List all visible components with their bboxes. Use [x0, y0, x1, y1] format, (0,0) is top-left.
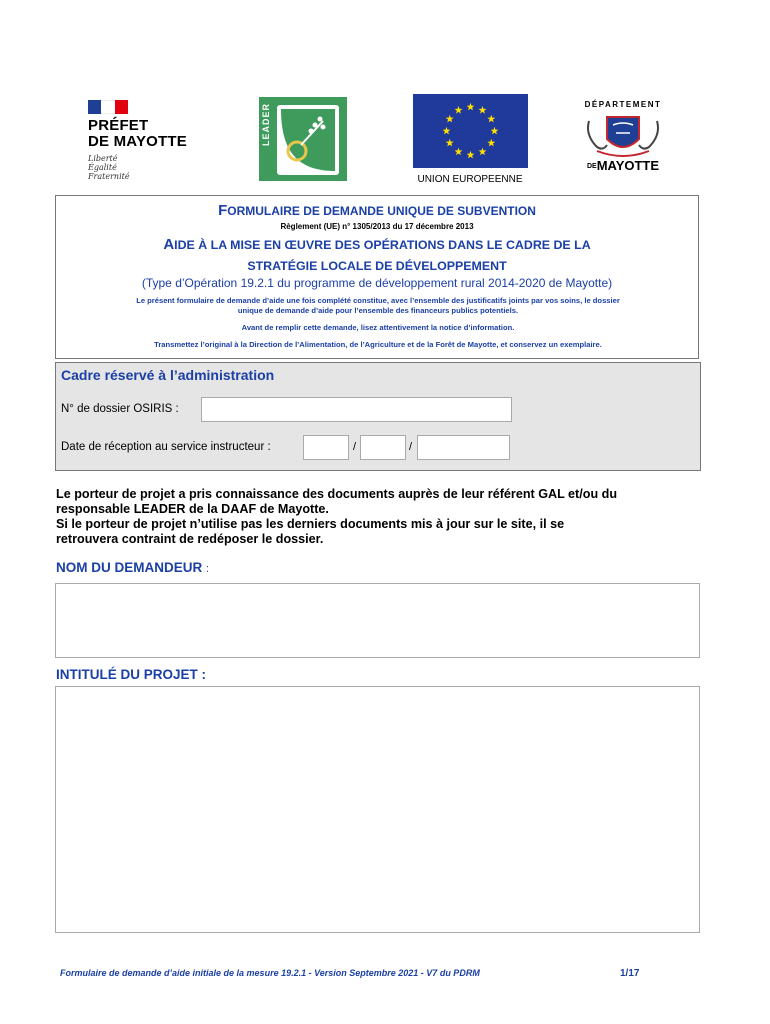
date-separator: / [353, 441, 357, 453]
prefet-logo [84, 98, 194, 184]
eu-star-icon [479, 106, 487, 114]
page-number: 1/17 [620, 968, 640, 979]
osiris-input[interactable] [201, 397, 512, 422]
nom-demandeur-title: NOM DU DEMANDEUR : [56, 560, 210, 575]
form-title: FORMULAIRE DE DEMANDE UNIQUE DE SUBVENTION [218, 202, 536, 219]
form-header-box [55, 195, 699, 359]
info-text-notice: Avant de remplir cette demande, lisez attentivement la notice d’information. [241, 323, 515, 332]
intitule-projet-title: INTITULÉ DU PROJET : [56, 667, 207, 682]
date-year-input[interactable] [417, 435, 510, 460]
nom-demandeur-input[interactable] [55, 583, 700, 658]
footer-form-reference: Formulaire de demande d’aide initiale de la mesure 19.2.1 - Version Septembre 2021 - V7 du PDRM [60, 968, 480, 978]
departement-logo [583, 100, 663, 176]
eu-star-icon [455, 148, 463, 156]
eu-star-icon [491, 127, 499, 135]
eu-star-icon [467, 103, 475, 111]
admin-reserved-box [55, 362, 701, 471]
departement-label: DÉPARTEMENT [584, 100, 662, 109]
regulation-reference: Règlement (UE) n° 1305/2013 du 17 décembre 2013 [280, 222, 474, 231]
eu-star-icon [446, 115, 454, 123]
leader-word: LEADER [261, 103, 271, 147]
form-subtitle: AIDE À LA MISE EN ŒUVRE DES OPÉRATIONS DANS LE CADRE DE LA STRATÉGIE LOCALE DE DÉVELOPPEMENT [163, 236, 591, 273]
eu-flag [413, 94, 528, 168]
leader-emblem-icon [259, 97, 347, 181]
eu-label: UNION EUROPEENNE [417, 174, 523, 185]
prefet-name: PRÉFET DE MAYOTTE [88, 117, 187, 150]
eu-star-icon [487, 139, 495, 147]
republic-motto: Liberté Égalité Fraternité [88, 154, 130, 181]
admin-title: Cadre réservé à l’administration [61, 367, 275, 383]
operation-type: (Type d’Opération 19.2.1 du programme de développement rural 2014-2020 de Mayotte) [141, 276, 613, 290]
date-separator: / [409, 441, 413, 453]
eu-star-icon [443, 127, 451, 135]
french-flag-icon [88, 100, 128, 114]
info-text-transmission: Transmettez l’original à la Direction de l’Alimentation, de l’Agriculture et de la Forêt de Mayotte, et conservez un exemplaire. [154, 340, 602, 349]
date-reception-label: Date de réception au service instructeur : [61, 441, 271, 453]
departement-name: DEMAYOTTE [586, 158, 660, 173]
eu-star-icon [487, 115, 495, 123]
date-month-input[interactable] [360, 435, 406, 460]
intitule-projet-input[interactable] [55, 686, 700, 933]
eu-stars-icon [413, 94, 528, 168]
eu-star-icon [446, 139, 454, 147]
mayotte-coat-of-arms-icon [583, 111, 663, 159]
osiris-label: N° de dossier OSIRIS : [61, 403, 179, 415]
leader-logo [259, 97, 347, 181]
eu-star-icon [479, 148, 487, 156]
date-day-input[interactable] [303, 435, 349, 460]
documents-notice: Le porteur de projet a pris connaissance des documents auprès de leur référent GAL et/ou du responsable LEADER de la DAAF de Mayotte. Si le porteur de projet n’utilise pas les derniers documents mis à jour sur le site, il se retrouvera contraint de redéposer le dossier. [56, 487, 618, 546]
info-text-dossier: Le présent formulaire de demande d’aide une fois complété constitue, avec l’ensemble des justificatifs joints par vos soins, le dossier unique de demande d’aide pour l’ensemble des financeurs publics potentiels. [136, 296, 620, 315]
eu-star-icon [455, 106, 463, 114]
eu-star-icon [467, 151, 475, 159]
